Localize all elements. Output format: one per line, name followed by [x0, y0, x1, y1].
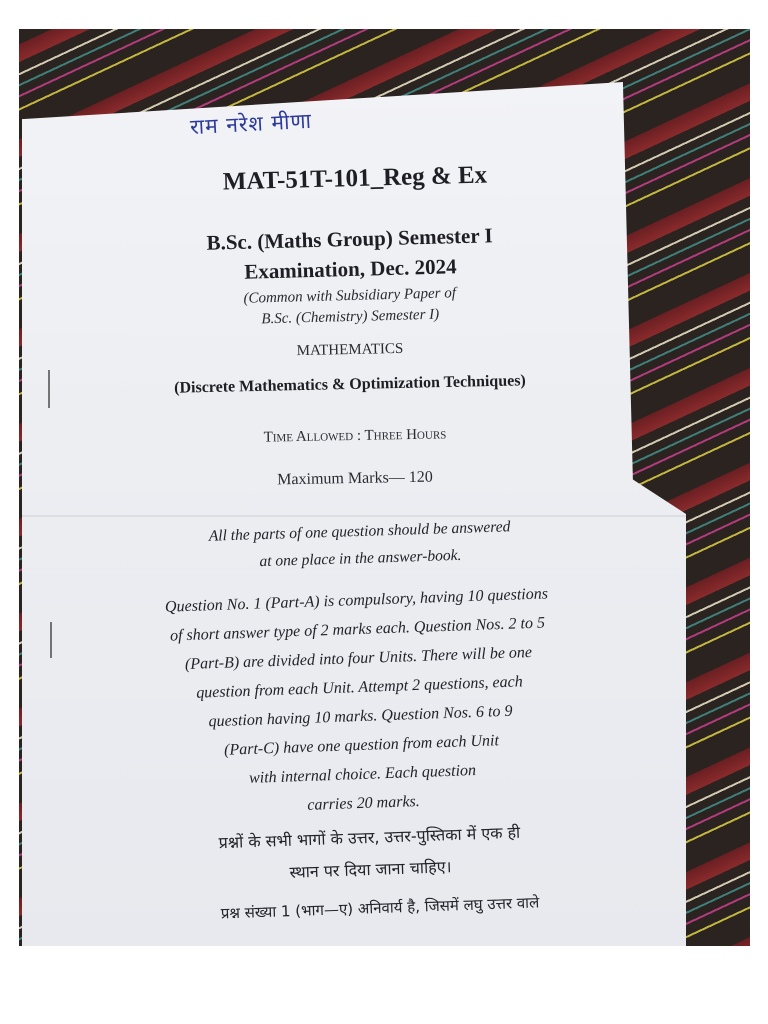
instruction-line: at one place in the answer-book.: [259, 546, 462, 571]
hindi-line: प्रश्नों के सभी भागों के उत्तर, उत्तर-पुस्तिका में एक ही: [218, 822, 521, 853]
common-note-line-2: B.Sc. (Chemistry) Semester I): [261, 306, 440, 328]
common-note-line-1: (Common with Subsidiary Paper of: [243, 285, 457, 307]
hindi-line: स्थान पर दिया जाना चाहिए।: [289, 857, 452, 882]
instruction-line: (Part-B) are divided into four Units. There will be one: [184, 643, 533, 674]
paper-code: MAT-51T-101_Reg & Ex: [222, 161, 488, 196]
exam-course-line: B.Sc. (Maths Group) Semester I: [206, 223, 493, 255]
paper-title: (Discrete Mathematics & Optimization Techniques): [174, 372, 526, 397]
instruction-line: question having 10 marks. Question Nos. 6 to 9: [208, 702, 513, 731]
time-allowed: Time Allowed : Three Hours: [263, 426, 447, 446]
instruction-line: carries 20 marks.: [307, 792, 421, 814]
question-pattern-instruction: [86, 577, 634, 828]
maximum-marks: Maximum Marks— 120: [277, 468, 433, 489]
handwritten-name: राम नरेश मीणा: [189, 108, 313, 140]
instruction-line: All the parts of one question should be answered: [208, 518, 511, 545]
exam-session-line: Examination, Dec. 2024: [243, 254, 457, 284]
hindi-question-instruction: प्रश्न संख्या 1 (भाग—ए) अनिवार्य है, जिसमें लघु उत्तर वाले: [220, 893, 540, 923]
subject-name: MATHEMATICS: [296, 340, 404, 360]
staple-mark-top: [48, 370, 50, 408]
instruction-line: with internal choice. Each question: [248, 761, 477, 787]
instruction-line: of short answer type of 2 marks each. Question Nos. 2 to 5: [169, 614, 546, 645]
staple-mark-bottom: [50, 622, 52, 658]
instruction-line: question from each Unit. Attempt 2 questions, each: [195, 673, 524, 702]
instruction-line: (Part-C) have one question from each Unit: [223, 732, 500, 759]
instruction-line: Question No. 1 (Part-A) is compulsory, having 10 questions: [164, 585, 549, 616]
